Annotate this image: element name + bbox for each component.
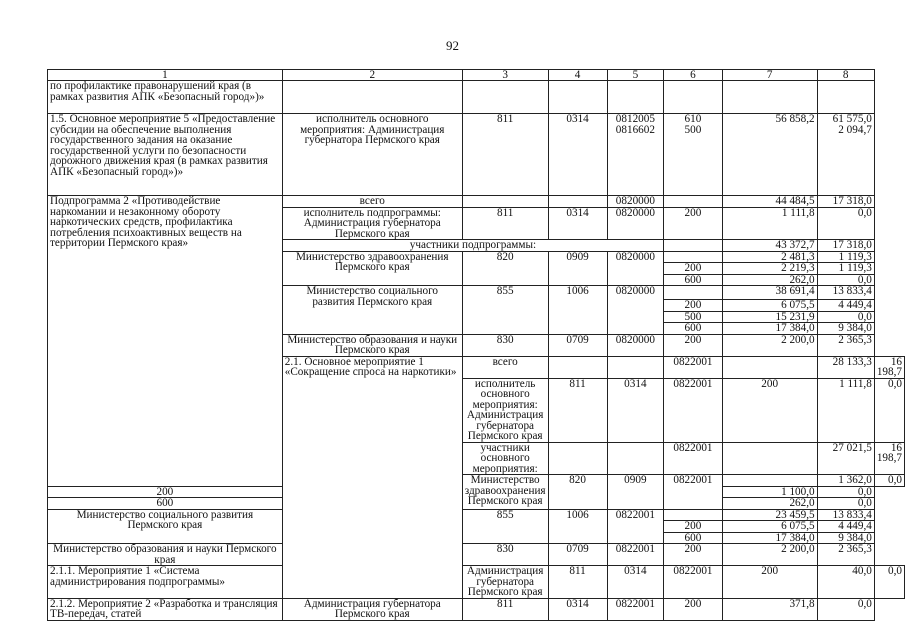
col-header: 3 — [462, 70, 548, 81]
table-row — [48, 544, 905, 566]
ministry-cell: Министерство социального развития Пермского края — [282, 286, 462, 335]
value-cell: 17 318,0 — [817, 196, 874, 208]
code-cell: 830 — [462, 544, 548, 566]
executor-cell: исполнитель основного мероприятия: Администрация губернатора Пермского края — [282, 114, 462, 196]
code-cell: 0909 — [607, 475, 664, 510]
code-cell: 0820000 — [607, 207, 664, 240]
value-cell: 13 833,4 — [817, 509, 874, 521]
executor-cell: Администрация губернатора Пермского края — [462, 566, 548, 599]
value-cell: 6 075,5 — [722, 300, 817, 312]
code-cell: 0820000 — [607, 196, 664, 208]
value-cell: 1 362,0 — [817, 475, 874, 487]
value-cell: 9 384,0 — [817, 532, 874, 544]
code-cell: 0909 — [548, 251, 607, 286]
value-cell: 0,0 — [817, 498, 874, 510]
activity-cell: 2.1.2. Мероприятие 2 «Разработка и трансляция ТВ-передач, статей — [48, 598, 283, 620]
code-cell: 200 — [664, 300, 723, 312]
code-cell: 820 — [548, 475, 607, 510]
code-cell: 811 — [462, 207, 548, 240]
value-cell: 28 133,3 — [817, 356, 874, 378]
code-cell: 0822001 — [607, 544, 664, 566]
code-cell: 0820000 — [607, 334, 664, 356]
total-label: всего — [282, 196, 462, 208]
ministry-cell: Министерство образования и науки Пермского края — [48, 544, 283, 566]
value-cell: 2 365,3 — [817, 334, 874, 356]
value-cell: 43 372,7 — [722, 240, 817, 252]
value-cell: 17 318,0 — [817, 240, 874, 252]
code-cell: 811 — [548, 378, 607, 442]
executor-cell: исполнитель подпрограммы: Администрация губернатора Пермского края — [282, 207, 462, 240]
value-cell: 0,0 — [817, 311, 874, 323]
value-cell: 2 219,3 — [722, 263, 817, 275]
value-cell: 371,8 — [722, 598, 817, 620]
value-cell: 17 384,0 — [722, 323, 817, 335]
value-cell: 6 075,5 — [722, 521, 817, 533]
code-cell: 1006 — [548, 286, 607, 335]
table-row — [48, 114, 905, 196]
table-row — [48, 81, 905, 114]
code-cell: 820 — [462, 251, 548, 286]
value-cell: 1 119,3 — [817, 263, 874, 275]
value-cell: 13 833,4 — [817, 286, 874, 300]
code-cell: 600 — [664, 274, 723, 286]
code-cell: 0709 — [548, 544, 607, 566]
page-number: 92 — [446, 38, 459, 53]
code-cell: 500 — [664, 311, 723, 323]
code-cell: 200 — [48, 486, 283, 498]
value-cell: 40,0 — [817, 566, 874, 599]
code-cell: 0822001 — [607, 509, 664, 544]
code-cell: 0822001 — [664, 442, 723, 475]
value-cell: 4 449,4 — [817, 521, 874, 533]
value-cell: 262,0 — [722, 498, 817, 510]
code-cell: 200 — [664, 521, 723, 533]
value-cell: 56 858,2 — [722, 114, 817, 196]
value-cell: 27 021,5 — [817, 442, 874, 475]
code-cell: 600 — [48, 498, 283, 510]
value-cell: 0,0 — [874, 475, 904, 487]
value-cell: 2 481,3 — [722, 251, 817, 263]
table-row — [48, 509, 905, 521]
activity-cell: 2.1.1. Мероприятие 1 «Система администрирования подпрограммы» — [48, 566, 283, 599]
code-cell: 0822001 — [607, 598, 664, 620]
code-cell: 0820000 — [607, 286, 664, 335]
code-cell — [664, 509, 723, 521]
code-cell: 0812005 — [615, 113, 655, 125]
ministry-cell: Министерство здравоохранения Пермского края — [282, 251, 462, 286]
ministry-cell: Министерство образования и науки Пермского края — [282, 334, 462, 356]
code-cell — [664, 251, 723, 263]
value-cell: 16 198,7 — [874, 442, 904, 475]
value-cell: 0,0 — [874, 566, 904, 599]
code-cell — [722, 475, 817, 487]
code-cell: 0822001 — [664, 566, 723, 599]
activity-cell: по профилактике правонарушений края (в рамках развития АПК «Безопасный город»)» — [48, 81, 283, 114]
value-cell: 17 384,0 — [722, 532, 817, 544]
code-cell: 0314 — [607, 566, 664, 599]
activity-cell: Подпрограмма 2 «Противодействие наркомании и незаконному обороту наркотических средств, профилактика потребления психоактивных веществ на территории Пермского края» — [48, 196, 283, 487]
value-cell: 262,0 — [722, 274, 817, 286]
header-row — [48, 70, 905, 81]
total-label: всего — [462, 356, 548, 378]
code-cell: 830 — [462, 334, 548, 356]
activity-cell: 1.5. Основное мероприятие 5 «Предоставление субсидии на обеспечение выполнения государственного задания на оказание государственной услуги по безопасности дорожного движения края (в рамках развития АПК «Безопасный город»)» — [48, 114, 283, 196]
code-cell: 0822001 — [664, 356, 723, 378]
col-header: 5 — [607, 70, 664, 81]
code-cell: 0314 — [607, 378, 664, 442]
col-header: 1 — [48, 70, 283, 81]
col-header: 7 — [722, 70, 817, 81]
value-cell: 0,0 — [874, 378, 904, 442]
value-cell: 2 365,3 — [817, 544, 874, 566]
table-row — [48, 196, 905, 208]
value-cell: 4 449,4 — [817, 300, 874, 312]
col-header: 8 — [817, 70, 874, 81]
activity-cell: 2.1. Основное мероприятие 1 «Сокращение спроса на наркотики» — [282, 356, 462, 598]
code-cell: 811 — [462, 114, 548, 196]
value-cell: 61 575,0 — [832, 113, 872, 125]
code-cell: 500 — [684, 123, 702, 136]
value-cell: 23 459,5 — [722, 509, 817, 521]
executor-cell: исполнитель основного мероприятия: Администрация губернатора Пермского края — [462, 378, 548, 442]
col-header: 2 — [282, 70, 462, 81]
value-cell: 0,0 — [817, 598, 874, 620]
code-cell: 600 — [664, 532, 723, 544]
value-cell: 1 111,8 — [722, 207, 817, 240]
value-cell: 16 198,7 — [874, 356, 904, 378]
code-cell: 0822001 — [664, 475, 723, 510]
value-cell: 2 200,0 — [722, 544, 817, 566]
value-cell: 2 094,7 — [838, 123, 872, 136]
code-cell: 200 — [664, 263, 723, 275]
participants-label: участники основного мероприятия: — [462, 442, 548, 475]
code-cell: 855 — [462, 509, 548, 544]
executor-cell: Администрация губернатора Пермского края — [282, 598, 462, 620]
code-cell: 0314 — [548, 114, 607, 196]
code-cell: 600 — [664, 323, 723, 335]
code-cell: 811 — [462, 598, 548, 620]
code-cell: 0820000 — [607, 251, 664, 286]
value-cell: 1 111,8 — [817, 378, 874, 442]
value-cell: 2 200,0 — [722, 334, 817, 356]
value-cell: 0,0 — [817, 486, 874, 498]
ministry-cell: Министерство здравоохранения Пермского края — [462, 475, 548, 510]
code-cell: 200 — [722, 566, 817, 599]
col-header: 6 — [664, 70, 723, 81]
value-cell: 1 100,0 — [722, 486, 817, 498]
participants-label: участники подпрограммы: — [282, 240, 663, 252]
table-row — [48, 598, 905, 620]
code-cell: 200 — [664, 544, 723, 566]
code-cell: 200 — [664, 334, 723, 356]
code-cell: 200 — [664, 207, 723, 240]
code-cell: 855 — [462, 286, 548, 335]
ministry-cell: Министерство социального развития Пермского края — [48, 509, 283, 544]
code-cell: 0709 — [548, 334, 607, 356]
code-cell: 200 — [722, 378, 817, 442]
value-cell: 1 119,3 — [817, 251, 874, 263]
code-cell: 0816602 — [615, 123, 655, 136]
code-cell — [664, 286, 723, 300]
value-cell: 0,0 — [817, 274, 874, 286]
table-row — [48, 566, 905, 599]
code-cell: 1006 — [548, 509, 607, 544]
value-cell: 0,0 — [817, 207, 874, 240]
value-cell: 38 691,4 — [722, 286, 817, 300]
code-cell: 0314 — [548, 598, 607, 620]
col-header: 4 — [548, 70, 607, 81]
code-cell: 200 — [664, 598, 723, 620]
code-cell: 0822001 — [664, 378, 723, 442]
budget-table — [47, 69, 905, 621]
value-cell: 44 484,5 — [722, 196, 817, 208]
code-cell: 0314 — [548, 207, 607, 240]
value-cell: 9 384,0 — [817, 323, 874, 335]
value-cell: 15 231,9 — [722, 311, 817, 323]
code-cell: 811 — [548, 566, 607, 599]
code-cell: 610 — [684, 113, 702, 125]
